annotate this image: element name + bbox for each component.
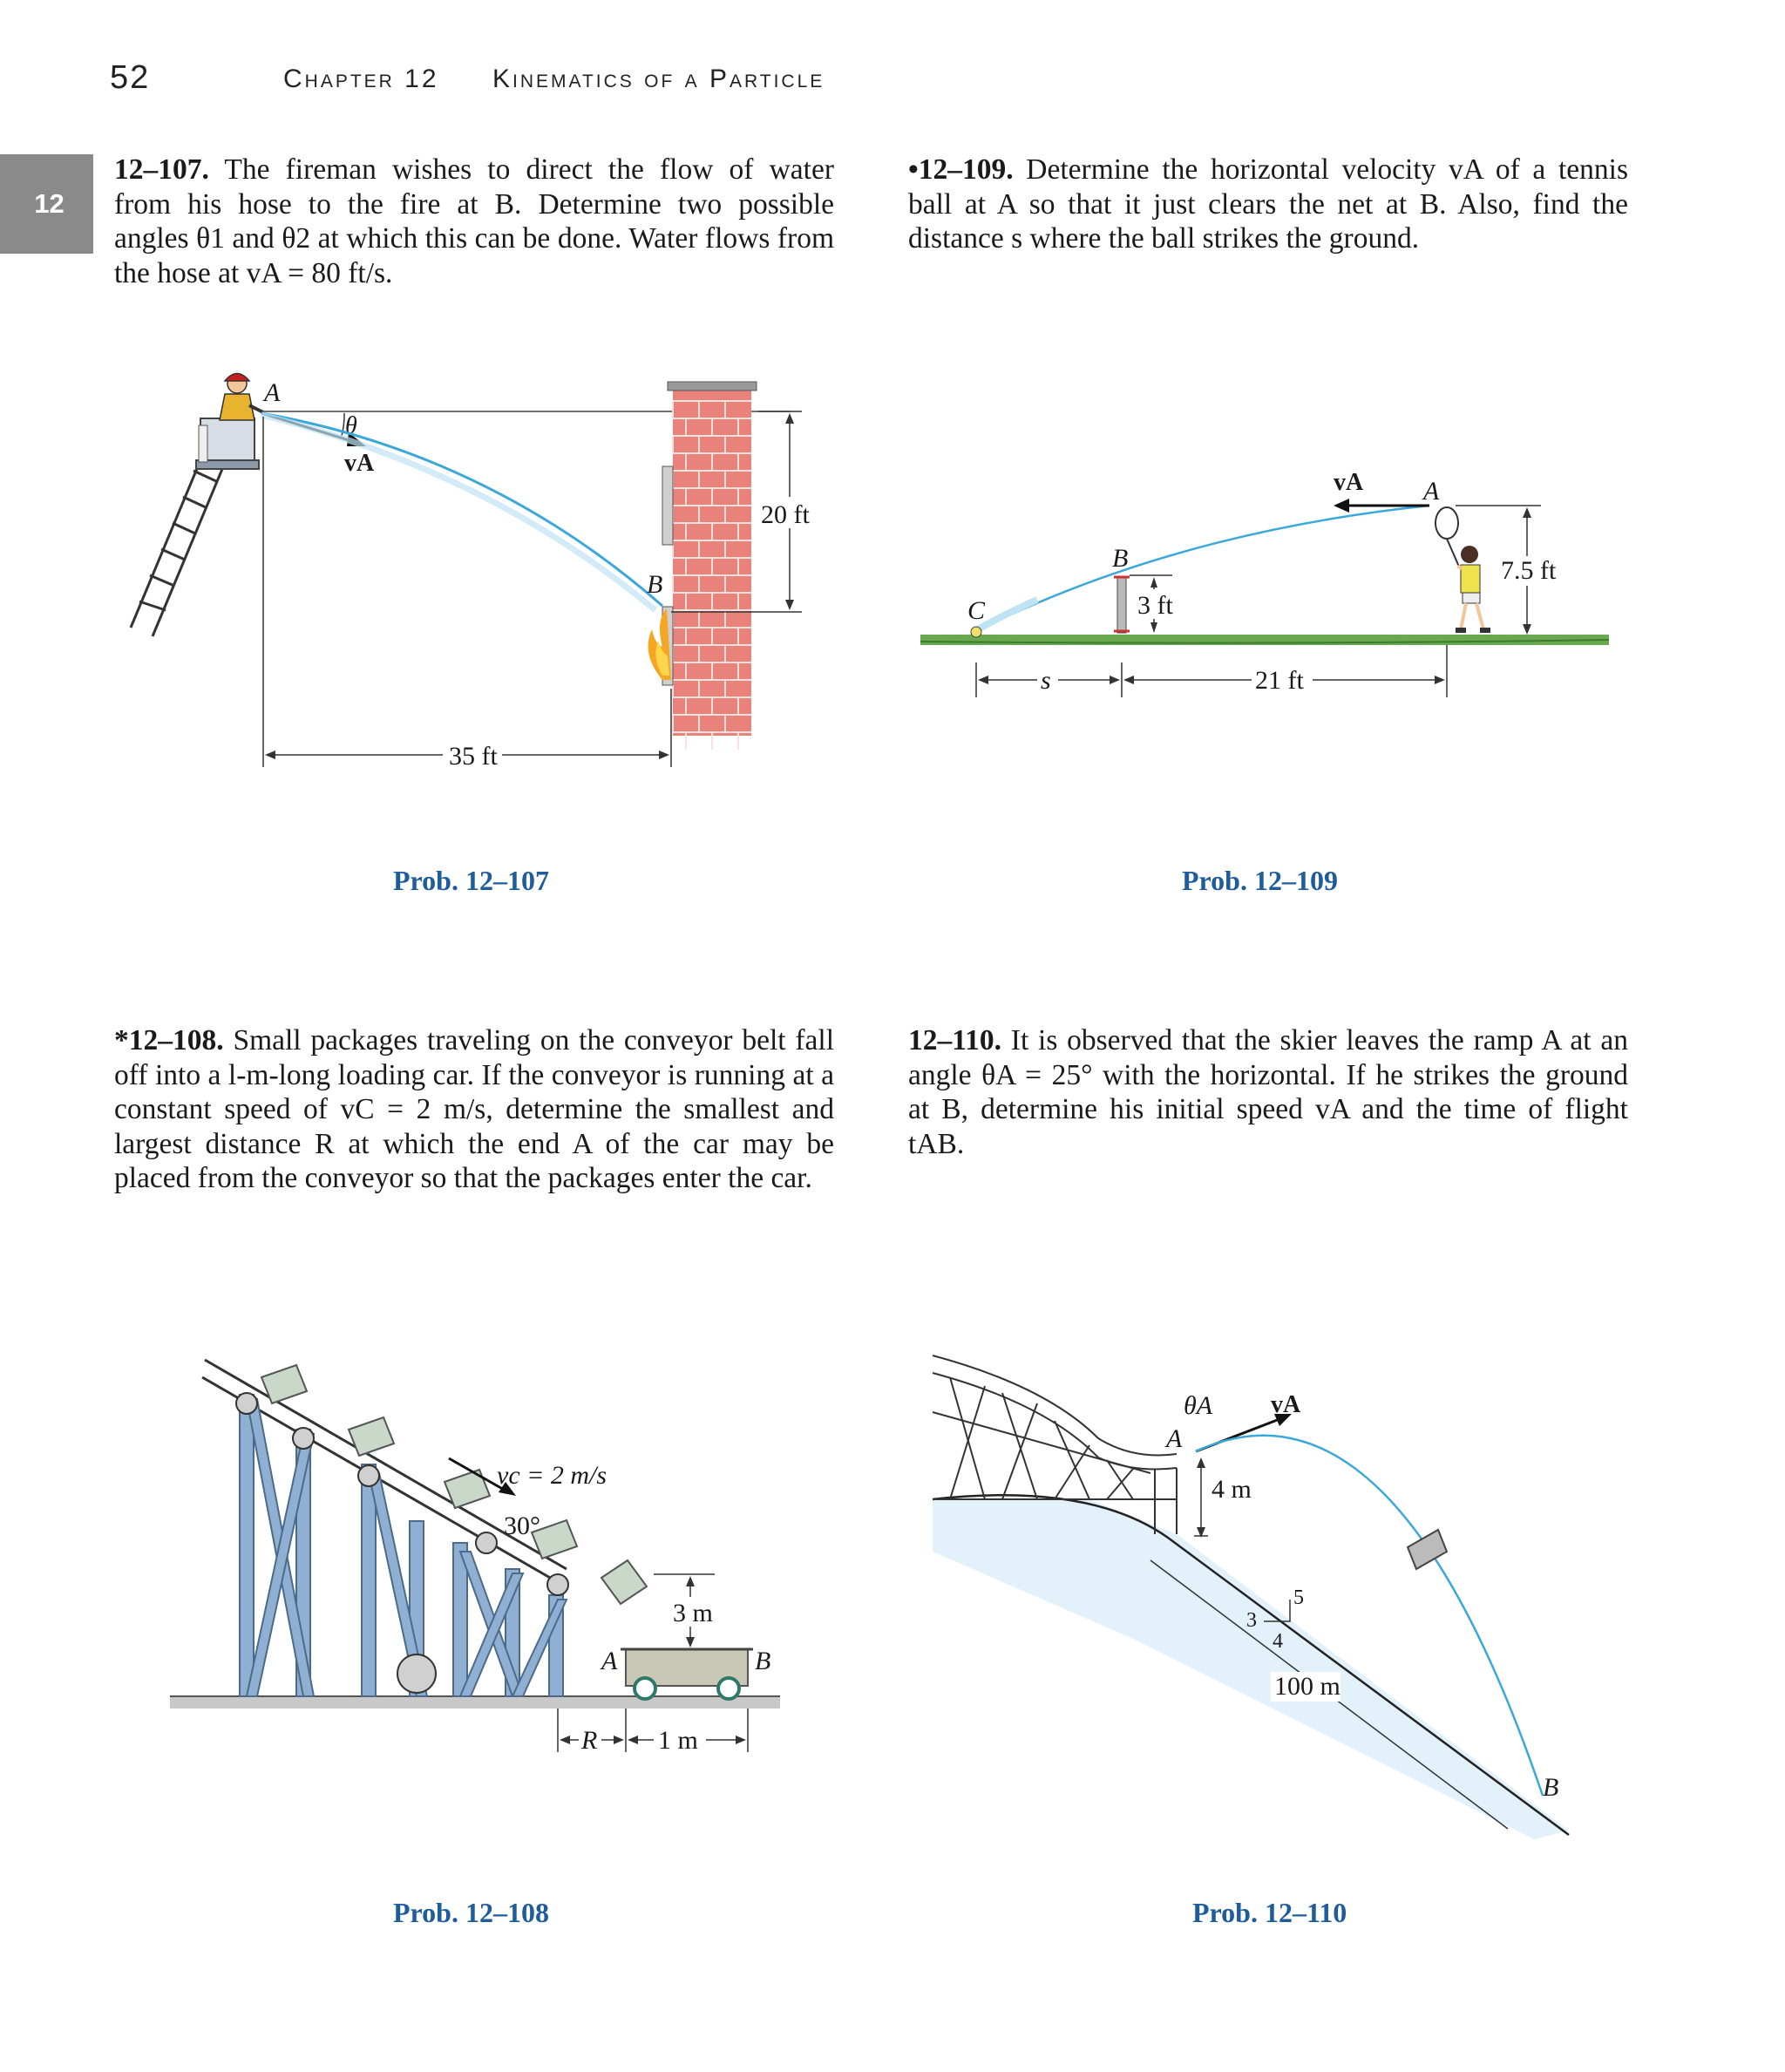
- height-label: 7.5 ft: [1501, 556, 1557, 585]
- label-c: C: [967, 596, 986, 625]
- chapter-tab: 12: [0, 154, 93, 254]
- label-b: B: [1543, 1773, 1559, 1802]
- problem-12-109-text: •12–109. Determine the horizontal velocity vA of a tennis ball at A so that it just clears the net at B. Also, find the distance s where the ball strikes the ground.: [908, 153, 1629, 255]
- problem-12-108-text: *12–108. Small packages traveling on the conveyor belt fall off into a l-m-long loading car. If the conveyor is running at a constant speed of vC = 2 m/s, determine the smallest and largest distance R at which the end A of the car may be placed from the conveyor so that the packages enter the car.: [114, 1024, 834, 1194]
- r-label: R: [581, 1726, 598, 1755]
- label-a: A: [264, 378, 281, 407]
- skier-figure: [1408, 1530, 1447, 1569]
- label-a: A: [601, 1647, 618, 1675]
- label-a: A: [1423, 477, 1440, 506]
- problem-number: 12–110.: [908, 1024, 1002, 1056]
- label-b: B: [1112, 544, 1129, 573]
- net-height-label: 3 ft: [1137, 591, 1173, 620]
- speed-label: vc = 2 m/s: [497, 1461, 607, 1490]
- label-b: B: [755, 1647, 771, 1675]
- caption-12-110: Prob. 12–110: [1192, 1897, 1347, 1928]
- page-number: 52: [110, 59, 151, 96]
- caption-12-108: Prob. 12–108: [393, 1897, 549, 1928]
- theta-label: θ: [345, 412, 357, 439]
- slope-3: 3: [1246, 1609, 1257, 1632]
- problem-number: 12–107.: [114, 153, 209, 186]
- height-label: 3 m: [673, 1599, 713, 1627]
- height-label: 20 ft: [761, 500, 810, 529]
- snow-slope: [933, 1499, 1569, 1839]
- problem-12-110-text: 12–110. It is observed that the skier leaves the ramp A at an angle θA = 25° with the horizontal. If he strikes the ground at B, determine his initial speed vA and the time of flight tAB.: [908, 1024, 1628, 1160]
- label-a: A: [1166, 1424, 1183, 1453]
- velocity-label: vA: [344, 450, 375, 477]
- problem-number: •12–109.: [908, 153, 1014, 186]
- distance-label: 21 ft: [1255, 666, 1304, 695]
- angle-label: 30°: [504, 1512, 540, 1540]
- slope-5: 5: [1293, 1586, 1304, 1609]
- distance-label: 35 ft: [449, 742, 498, 771]
- caption-12-109: Prob. 12–109: [1182, 865, 1338, 896]
- chapter-label: Chapter 12: [283, 65, 439, 93]
- caption-12-107: Prob. 12–107: [393, 865, 549, 896]
- s-label: s: [1041, 666, 1051, 695]
- chapter-title: Kinematics of a Particle: [492, 65, 825, 93]
- velocity-label: vA: [1271, 1391, 1301, 1418]
- problem-number: *12–108.: [114, 1024, 224, 1056]
- height-label: 4 m: [1211, 1475, 1252, 1504]
- distance-label: 100 m: [1274, 1672, 1340, 1701]
- problem-12-107-text: 12–107. The fireman wishes to direct the flow of water from his hose to the fire at B. Determine two possible angles θ1 and θ2 at which this can be done. Water flows from the hose at vA = 80 ft/s.: [114, 153, 834, 289]
- velocity-label: vA: [1334, 469, 1364, 496]
- slope-4: 4: [1273, 1630, 1283, 1653]
- label-b: B: [647, 570, 663, 599]
- length-label: 1 m: [658, 1726, 698, 1755]
- theta-label: θA: [1184, 1391, 1213, 1420]
